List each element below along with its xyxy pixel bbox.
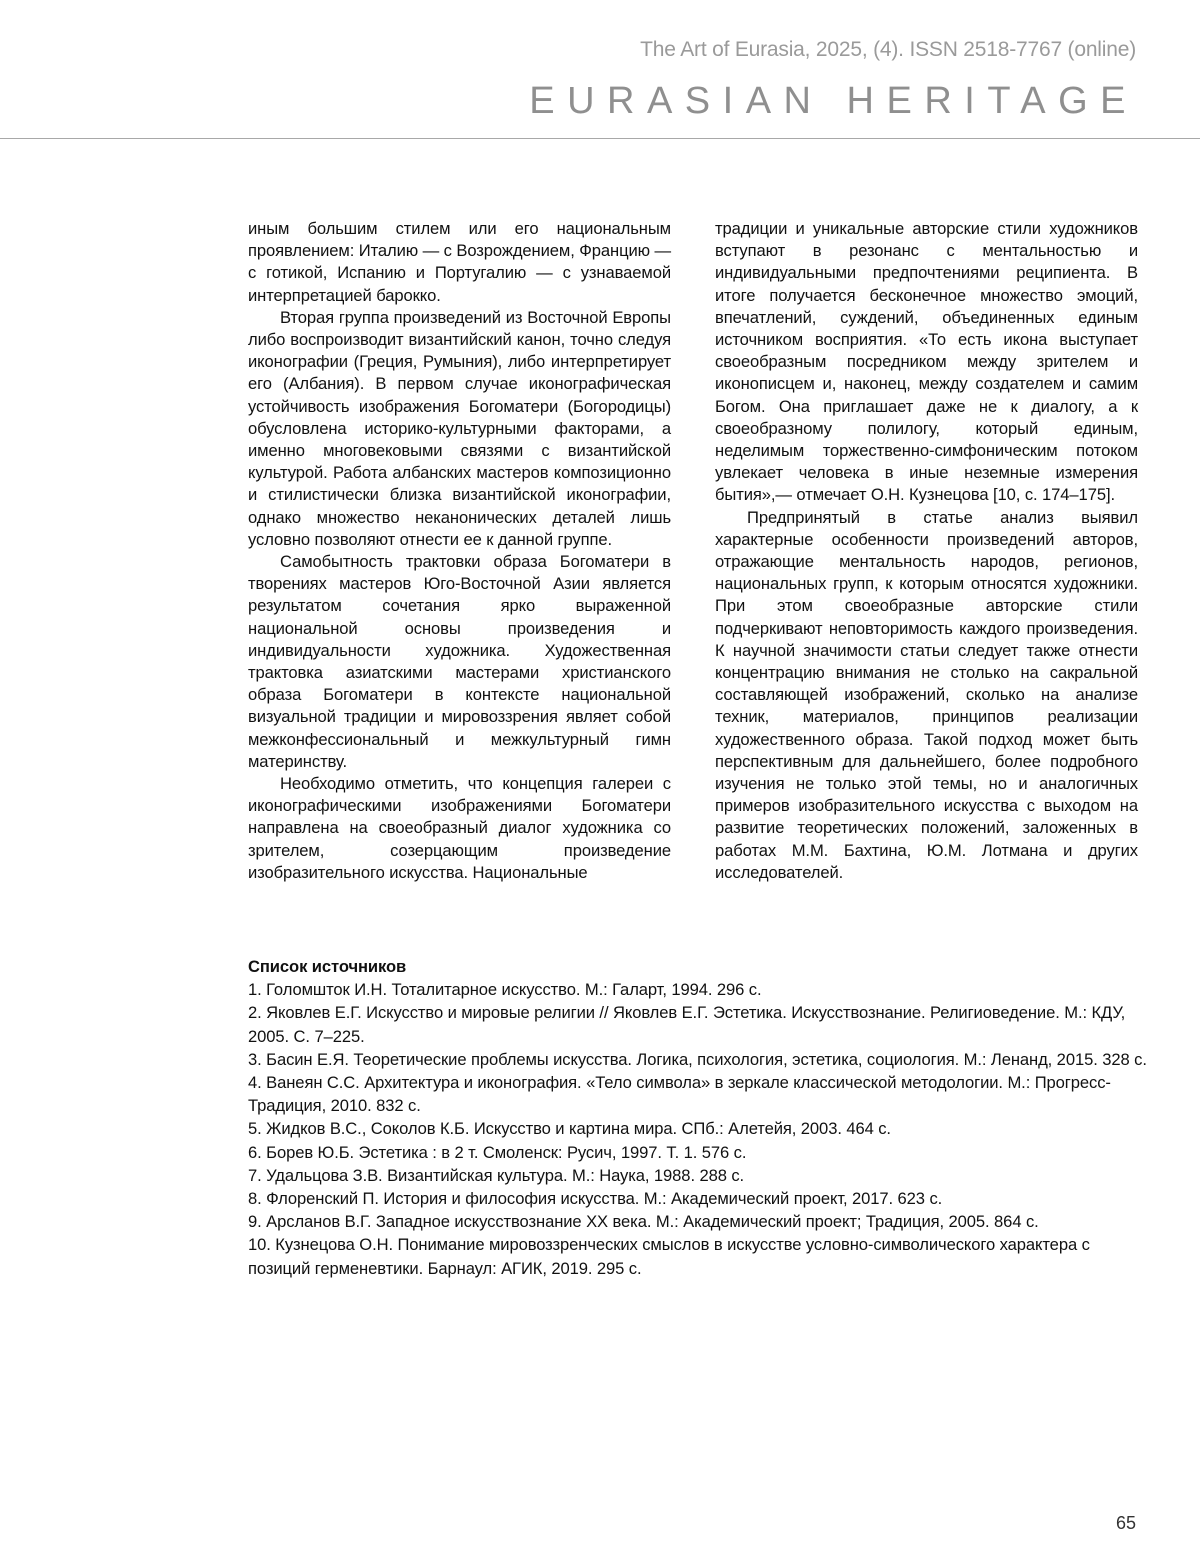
body-column-left [248,218,671,884]
paragraph: Вторая группа произведений из Восточной Европы либо воспроизводит византийский канон, точно следуя иконографии (Греция, Румыния), либо интерпретирует его (Албания). В первом случае иконографическая устойчивость изображения Богоматери (Богородицы) обусловлена историко-культурными факторами, а именно многовековыми связями с византийской культурой. Работа албанских мастеров композиционно и стилистически близка византийской иконографии, однако множество неканонических деталей лишь условно позволяют отнести ее к данной группе. [248,307,671,549]
page-number: 65 [1115,1513,1136,1533]
reference-item: 3. Басин Е.Я. Теоретические проблемы искусства. Логика, психология, эстетика, социология. М.: Ленанд, 2015. 328 с. [248,1049,1147,1069]
header-divider [0,138,1200,139]
reference-item: 4. Ванеян С.С. Архитектура и иконография. «Тело символа» в зеркале классической методологии. М.: Прогресс-Традиция, 2010. 832 с. [248,1073,1111,1116]
paragraph: иным большим стилем или его национальным проявлением: Италию — с Возрождением, Францию — с готикой, Испанию и Португалию — с узнаваемой интерпретацией барокко. [248,219,672,305]
reference-item: 9. Арсланов В.Г. Западное искусствознание XX века. М.: Академический проект; Традиция, 2005. 864 с. [248,1212,1039,1232]
references-section [248,955,1148,1280]
paragraph: Предпринятый в статье анализ выявил характерные особенности произведений авторов, отражающие ментальность народов, регионов, национальных групп, к которым относятся художники. При этом своеобразные авторские стили подчеркивают неповторимость каждого произведения. К научной значимости статьи следует также отнести концентрацию внимания не столько на сакральной составляющей изображений, сколько на анализе техник, материалов, принципов реализации художественного образа. Такой подход может быть перспективным для дальнейшего, более подробного изучения не только этой темы, но и аналогичных примеров изобразительного искусства с выходом на развитие теоретических положений, заложенных в работах М.М. Бахтина, Ю.М. Лотмана и других исследователей. [715,507,1138,882]
reference-item: 1. Голомшток И.Н. Тоталитарное искусство. М.: Галарт, 1994. 296 с. [248,980,762,1000]
body-column-right [715,218,1138,884]
paragraph: Необходимо отметить, что концепция галереи с иконографическими изображениями Богоматери направлена на своеобразный диалог художника со зрителем, созерцающим произведение изобразительного искусства. Национальные [248,774,671,882]
reference-item: 8. Флоренский П. История и философия искусства. М.: Академический проект, 2017. 623 с. [248,1189,943,1209]
reference-item: 6. Борев Ю.Б. Эстетика : в 2 т. Смоленск: Русич, 1997. Т. 1. 576 с. [248,1142,747,1162]
paragraph: Самобытность трактовки образа Богоматери в творениях мастеров Юго-Восточной Азии является результатом сочетания ярко выраженной национальной основы произведения и индивидуальности художника. Художественная трактовка азиатскими мастерами христианского образа Богоматери в контексте национальной визуальной традиции и мировоззрения являет собой межконфессиональный и межкультурный гимн материнству. [248,552,671,771]
reference-item: 10. Кузнецова О.Н. Понимание мировоззренческих смыслов в искусстве условно-символического характера с позиций герменевтики. Барнаул: АГИК, 2019. 295 с. [248,1235,1090,1278]
references-title: Список источников [248,957,407,976]
reference-item: 5. Жидков В.С., Соколов К.Б. Искусство и картина мира. СПб.: Алетейя, 2003. 464 с. [248,1119,891,1139]
references-list [248,978,1148,1280]
reference-item: 2. Яковлев Е.Г. Искусство и мировые религии // Яковлев Е.Г. Эстетика. Искусствознание. Религиоведение. М.: КДУ, 2005. С. 7–225. [248,1003,1126,1046]
section-title: EURASIAN HERITAGE [529,80,1138,122]
paragraph: традиции и уникальные авторские стили художников вступают в резонанс с ментальностью и индивидуальными предпочтениями реципиента. В итоге получается бесконечное множество эмоций, впечатлений, суждений, объединенных единым источником восприятия. «То есть икона выступает своеобразным посредником между зрителем и иконописцем и, наконец, между создателем и самим Богом. Она приглашает даже не к диалогу, а к своеобразному полилогу, который единым, неделимым торжественно-симфоническим потоком увлекает человека в иные неземные измерения бытия»,— отмечает О.Н. Кузнецова [10, с. 174–175]. [715,219,1138,505]
reference-item: 7. Удальцова З.В. Византийская культура. М.: Наука, 1988. 288 с. [248,1165,745,1185]
journal-header: The Art of Eurasia, 2025, (4). ISSN 2518-7767 (online) [640,38,1136,61]
